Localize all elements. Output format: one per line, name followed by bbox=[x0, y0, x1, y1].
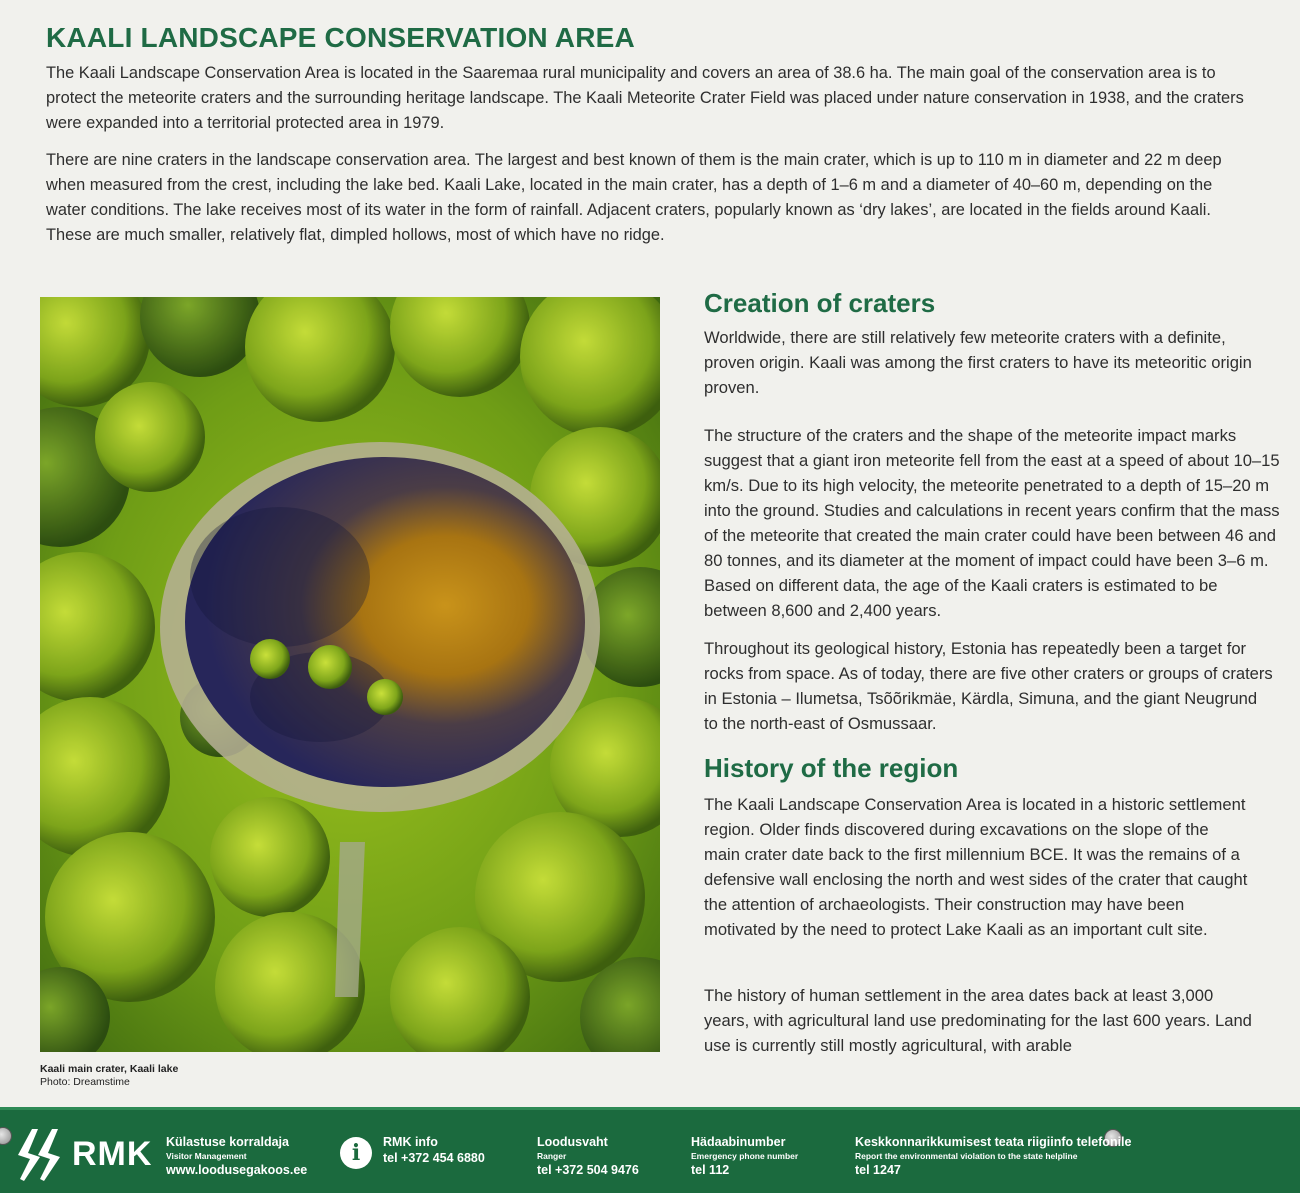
info-icon: i bbox=[340, 1137, 372, 1169]
ranger-phone: tel +372 504 9476 bbox=[537, 1163, 639, 1177]
intro-paragraph: The Kaali Landscape Conservation Area is located in the Saaremaa rural municipality and covers an area of 38.6 ha. The main goal of the conservation area is to protect the meteorite craters and the surrounding heritage landscape. The Kaali Meteorite Crater Field was placed under nature conservation in 1938, and the craters were expanded into a territorial protected area in 1979. bbox=[46, 64, 1244, 132]
page-title: KAALI LANDSCAPE CONSERVATION AREA bbox=[46, 22, 635, 53]
emergency-info bbox=[691, 1135, 798, 1178]
rmk-logo-text: RMK bbox=[72, 1135, 153, 1173]
section-heading-history: History of the region bbox=[704, 753, 959, 783]
environment-info bbox=[855, 1135, 1131, 1178]
visitor-title: Külastuse korraldaja bbox=[166, 1135, 289, 1149]
visitor-subtitle: Visitor Management bbox=[166, 1151, 247, 1161]
ranger-info bbox=[537, 1135, 639, 1178]
crater-photo bbox=[40, 297, 660, 1052]
emergency-phone: tel 112 bbox=[691, 1163, 730, 1177]
ranger-title: Loodusvaht bbox=[537, 1135, 608, 1149]
caption-title: Kaali main crater, Kaali lake bbox=[40, 1063, 179, 1075]
rmk-info-title: RMK info bbox=[383, 1135, 438, 1149]
creation-paragraph: The structure of the craters and the shape of the meteorite impact marks suggest that a giant iron meteorite fell from the east at a speed of about 10–15 km/s. Due to its high velocity, the meteorite penetrated to a depth of 15–20 m into the ground. Studies and calculations in recent years confirm that the mass of the meteorite that created the main crater could have been between 46 and 80 tonnes, and its diameter at the moment of impact could have been 3–6 m. Based on different data, the age of the Kaali craters is estimated to be between 8,600 and 2,400 years. bbox=[704, 426, 1280, 620]
environment-phone: tel 1247 bbox=[855, 1163, 901, 1177]
photo-caption bbox=[40, 1063, 178, 1089]
environment-title: Keskkonnarikkumisest teata riigiinfo telefonile bbox=[855, 1135, 1132, 1149]
ranger-subtitle: Ranger bbox=[537, 1151, 567, 1161]
rmk-logo-icon bbox=[18, 1127, 64, 1183]
footer-bar bbox=[0, 1107, 1300, 1193]
rmk-info bbox=[383, 1135, 485, 1166]
visitor-management-info bbox=[166, 1135, 307, 1178]
creation-paragraph: Throughout its geological history, Estonia has repeatedly been a target for rocks from space. As of today, there are five other craters or groups of craters in Estonia – Ilumetsa, Tsõõrikmäe, Kärdla, Simuna, and the giant Neugrund to the north-east of Osmussaar. bbox=[704, 639, 1273, 733]
section-heading-creation: Creation of craters bbox=[704, 288, 936, 318]
footer-rule bbox=[0, 1107, 1300, 1110]
emergency-subtitle: Emergency phone number bbox=[691, 1151, 799, 1161]
visitor-website: www.loodusegakoos.ee bbox=[166, 1163, 308, 1177]
intro-paragraph: There are nine craters in the landscape conservation area. The largest and best known of them is the main crater, which is up to 110 m in diameter and 22 m deep when measured from the crest, including the lake bed. Kaali Lake, located in the main crater, has a depth of 1–6 m and a diameter of 40–60 m, depending on the water conditions. The lake receives most of its water in the form of rainfall. Adjacent craters, popularly known as ‘dry lakes’, are located in the fields around Kaali. These are much smaller, relatively flat, dimpled hollows, most of which have no ridge. bbox=[46, 151, 1222, 244]
history-paragraph: The Kaali Landscape Conservation Area is located in a historic settlement region. Older finds discovered during excavations on the slope of the main crater date back to the first millennium BCE. It was the remains of a defensive wall enclosing the north and west sides of the crater that caught the attention of archaeologists. Their construction may have been motivated by the need to protect Lake Kaali as an important cult site. bbox=[704, 795, 1248, 939]
rmk-info-phone: tel +372 454 6880 bbox=[383, 1151, 485, 1165]
environment-subtitle: Report the environmental violation to the state helpline bbox=[855, 1151, 1078, 1161]
emergency-title: Hädaabinumber bbox=[691, 1135, 786, 1149]
bolt-icon bbox=[0, 1127, 12, 1145]
creation-paragraph: Worldwide, there are still relatively few meteorite craters with a definite, proven origin. Kaali was among the first craters to have its meteoritic origin proven. bbox=[704, 328, 1252, 397]
caption-credit: Photo: Dreamstime bbox=[40, 1076, 130, 1088]
history-paragraph: The history of human settlement in the area dates back at least 3,000 years, with agricultural land use predominating for the last 600 years. Land use is currently still mostly agricultural, with arable bbox=[704, 986, 1252, 1055]
